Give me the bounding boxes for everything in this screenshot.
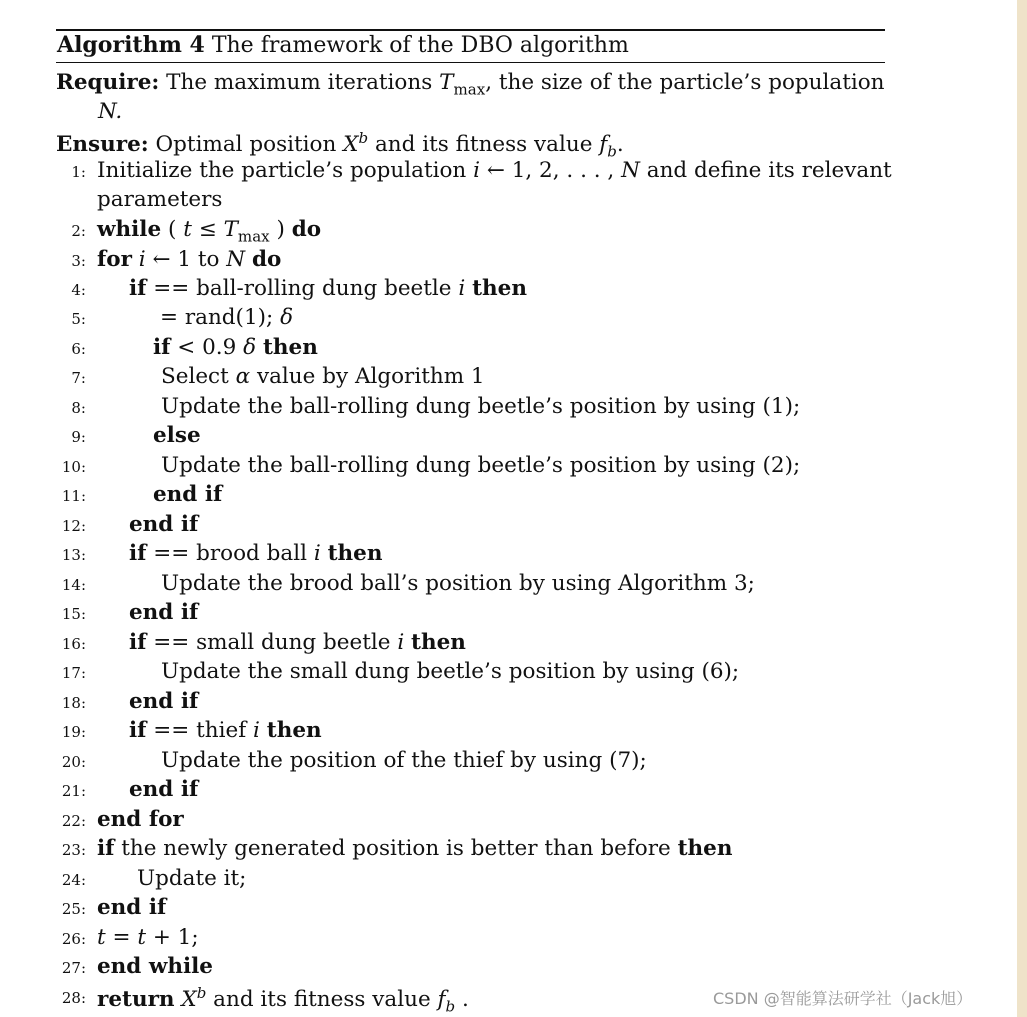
ensure-b-sup: b bbox=[358, 129, 369, 147]
line-m2: t bbox=[137, 925, 146, 950]
algorithm-caption bbox=[57, 32, 629, 58]
line-content bbox=[153, 335, 318, 360]
line-text: Update the brood ball’s position by using Algorithm 3; bbox=[161, 571, 755, 596]
line-t1: Initialize the particle’s population bbox=[97, 158, 467, 183]
line-m1: X bbox=[181, 987, 197, 1013]
require-line bbox=[56, 70, 885, 98]
line-m1: i bbox=[138, 247, 146, 272]
line-kw1: if bbox=[129, 630, 147, 655]
line-t3: and define its relevant bbox=[646, 158, 892, 183]
line-t3: ) bbox=[276, 217, 285, 242]
require-max-sub: max bbox=[453, 80, 486, 99]
line-t1: < 0.9 bbox=[177, 335, 237, 360]
line-m2: N bbox=[226, 247, 246, 272]
line-t2: . bbox=[461, 987, 469, 1013]
line-kw1: end if bbox=[129, 777, 199, 802]
line-kw1: for bbox=[97, 247, 132, 272]
line-number: 15: bbox=[61, 605, 86, 623]
require-text-b: , the size of the particle’s population bbox=[485, 70, 885, 95]
line-t1: == small dung beetle bbox=[153, 630, 391, 655]
line-number: 10: bbox=[61, 458, 86, 476]
ensure-x: X bbox=[343, 132, 359, 158]
line-kw1: end if bbox=[129, 600, 199, 625]
line-content bbox=[161, 659, 739, 684]
line-m2: T bbox=[223, 217, 238, 242]
line-kw2: then bbox=[472, 276, 527, 301]
line-m1: α bbox=[235, 364, 251, 389]
line-number: 24: bbox=[61, 871, 86, 889]
ensure-line bbox=[56, 129, 624, 160]
line-t1: == thief bbox=[153, 718, 247, 743]
line-number: 22: bbox=[61, 812, 86, 830]
line-content bbox=[160, 305, 293, 330]
line-number: 5: bbox=[71, 310, 86, 328]
require-line-2 bbox=[98, 99, 122, 124]
line-number: 14: bbox=[61, 576, 86, 594]
line-m2: f bbox=[437, 987, 446, 1013]
line-sub: max bbox=[237, 227, 270, 246]
line-content bbox=[129, 777, 198, 802]
line-t1: == brood ball bbox=[153, 541, 307, 566]
line-sup: b bbox=[196, 984, 207, 1002]
line-content bbox=[97, 836, 732, 861]
line-t2: ← 1, 2, . . . , bbox=[486, 158, 615, 183]
line-number: 2: bbox=[71, 222, 86, 240]
line-content bbox=[129, 718, 322, 743]
require-text-a: The maximum iterations bbox=[166, 70, 433, 95]
line-kw1: if bbox=[97, 836, 115, 861]
line-t1: the newly generated position is better than before bbox=[121, 836, 671, 861]
line-number: 1: bbox=[71, 163, 86, 181]
line-number: 28: bbox=[61, 989, 86, 1007]
line-kw2: then bbox=[677, 836, 733, 861]
ensure-b-sub: b bbox=[607, 142, 617, 161]
line-number: 11: bbox=[61, 487, 86, 505]
line-number: 4: bbox=[71, 281, 86, 299]
line-content bbox=[153, 482, 222, 507]
line-number: 20: bbox=[61, 753, 86, 771]
line-content bbox=[161, 453, 800, 478]
line-m1: t bbox=[183, 217, 192, 242]
line-kw1: while bbox=[97, 217, 162, 242]
line-number: 18: bbox=[61, 694, 86, 712]
line-kw1: end if bbox=[129, 689, 199, 714]
line-number: 21: bbox=[61, 782, 86, 800]
line-number: 25: bbox=[61, 900, 86, 918]
line-number: 26: bbox=[61, 930, 86, 948]
line-t1: = bbox=[112, 925, 131, 950]
line-content bbox=[129, 276, 527, 301]
line-kw1: end if bbox=[153, 482, 223, 507]
line-text: Update the ball-rolling dung beetle’s position by using (1); bbox=[161, 394, 801, 419]
line-kw1: return bbox=[97, 987, 175, 1013]
line-content bbox=[97, 187, 222, 212]
top-rule bbox=[56, 29, 885, 31]
line-kw1: if bbox=[129, 541, 147, 566]
line-kw2: do bbox=[251, 247, 282, 272]
line-kw1: end if bbox=[129, 512, 199, 537]
line-m1: i bbox=[313, 541, 321, 566]
line-content bbox=[97, 895, 166, 920]
ensure-text-a: Optimal position bbox=[155, 132, 337, 158]
line-number: 13: bbox=[61, 546, 86, 564]
line-kw2: then bbox=[262, 335, 318, 360]
line-kw1: if bbox=[129, 276, 147, 301]
line-t2: + 1; bbox=[152, 925, 199, 950]
line-content bbox=[137, 866, 246, 891]
line-content bbox=[129, 512, 198, 537]
line-m1: i bbox=[473, 158, 481, 183]
line-content bbox=[97, 807, 184, 832]
line-content bbox=[161, 364, 485, 389]
line-content bbox=[161, 748, 647, 773]
line-content bbox=[161, 571, 755, 596]
line-content bbox=[97, 247, 281, 272]
line-kw1: if bbox=[129, 718, 147, 743]
line-kw1: end if bbox=[97, 895, 167, 920]
line-content bbox=[97, 984, 469, 1015]
line-number: 19: bbox=[61, 723, 86, 741]
line-t1: ← 1 to bbox=[152, 247, 220, 272]
caption-title: The framework of the DBO algorithm bbox=[211, 33, 629, 58]
line-number: 8: bbox=[71, 399, 86, 417]
line-content bbox=[97, 158, 892, 183]
ensure-text-b: and its fitness value bbox=[374, 132, 593, 158]
line-m2: N bbox=[621, 158, 640, 183]
line-kw2: do bbox=[291, 217, 322, 242]
ensure-end: . bbox=[616, 132, 624, 158]
line-text: parameters bbox=[97, 187, 223, 212]
line-number: 27: bbox=[61, 959, 86, 977]
caption-rule bbox=[56, 62, 885, 63]
line-sub: b bbox=[445, 997, 456, 1016]
line-t1: ( bbox=[168, 217, 177, 242]
line-kw2: then bbox=[327, 541, 383, 566]
line-m1: δ bbox=[280, 305, 294, 330]
line-m1: i bbox=[253, 718, 260, 743]
line-number: 6: bbox=[71, 340, 86, 358]
watermark: CSDN @智能算法研学社（Jack旭） bbox=[713, 989, 973, 1008]
require-tmax: T bbox=[439, 70, 454, 95]
line-kw2: then bbox=[266, 718, 322, 743]
line-t1: = rand(1); bbox=[160, 305, 274, 330]
line-t1: and its fitness value bbox=[213, 987, 431, 1013]
line-content bbox=[97, 925, 199, 950]
ensure-keyword: Ensure: bbox=[56, 132, 149, 158]
line-kw2: then bbox=[411, 630, 466, 655]
line-content bbox=[153, 423, 201, 448]
line-text: Update the ball-rolling dung beetle’s position by using (2); bbox=[161, 453, 801, 478]
require-n: N. bbox=[98, 99, 123, 124]
line-content bbox=[161, 394, 800, 419]
line-content bbox=[129, 600, 198, 625]
line-m1: δ bbox=[243, 335, 257, 360]
line-text: Update the position of the thief by using (7); bbox=[161, 748, 647, 773]
line-number: 9: bbox=[71, 428, 86, 446]
line-content bbox=[129, 630, 466, 655]
page-edge-strip bbox=[1017, 0, 1027, 1017]
caption-label: Algorithm 4 bbox=[57, 32, 205, 58]
line-number: 23: bbox=[61, 841, 86, 859]
line-kw1: end while bbox=[97, 954, 213, 979]
line-t1: == ball-rolling dung beetle bbox=[153, 276, 452, 301]
ensure-f: f bbox=[599, 132, 608, 158]
require-keyword: Require: bbox=[56, 70, 160, 95]
line-number: 3: bbox=[71, 252, 86, 270]
line-kw1: else bbox=[153, 423, 201, 448]
line-m1: i bbox=[397, 630, 405, 655]
line-t2: value by Algorithm 1 bbox=[256, 364, 485, 389]
line-number: 16: bbox=[61, 635, 86, 653]
line-content bbox=[129, 541, 382, 566]
line-m1: t bbox=[97, 925, 106, 950]
line-number: 12: bbox=[61, 517, 86, 535]
line-t1: Select bbox=[161, 364, 229, 389]
line-kw1: if bbox=[153, 335, 171, 360]
line-number: 7: bbox=[71, 369, 86, 387]
line-text: Update the small dung beetle’s position by using (6); bbox=[161, 659, 740, 684]
line-text: Update it; bbox=[137, 866, 247, 891]
line-kw1: end for bbox=[97, 807, 184, 832]
line-t2: ≤ bbox=[198, 217, 217, 242]
line-content bbox=[97, 217, 321, 245]
line-content bbox=[97, 954, 213, 979]
line-number: 17: bbox=[61, 664, 86, 682]
line-m1: i bbox=[458, 276, 466, 301]
line-content bbox=[129, 689, 198, 714]
